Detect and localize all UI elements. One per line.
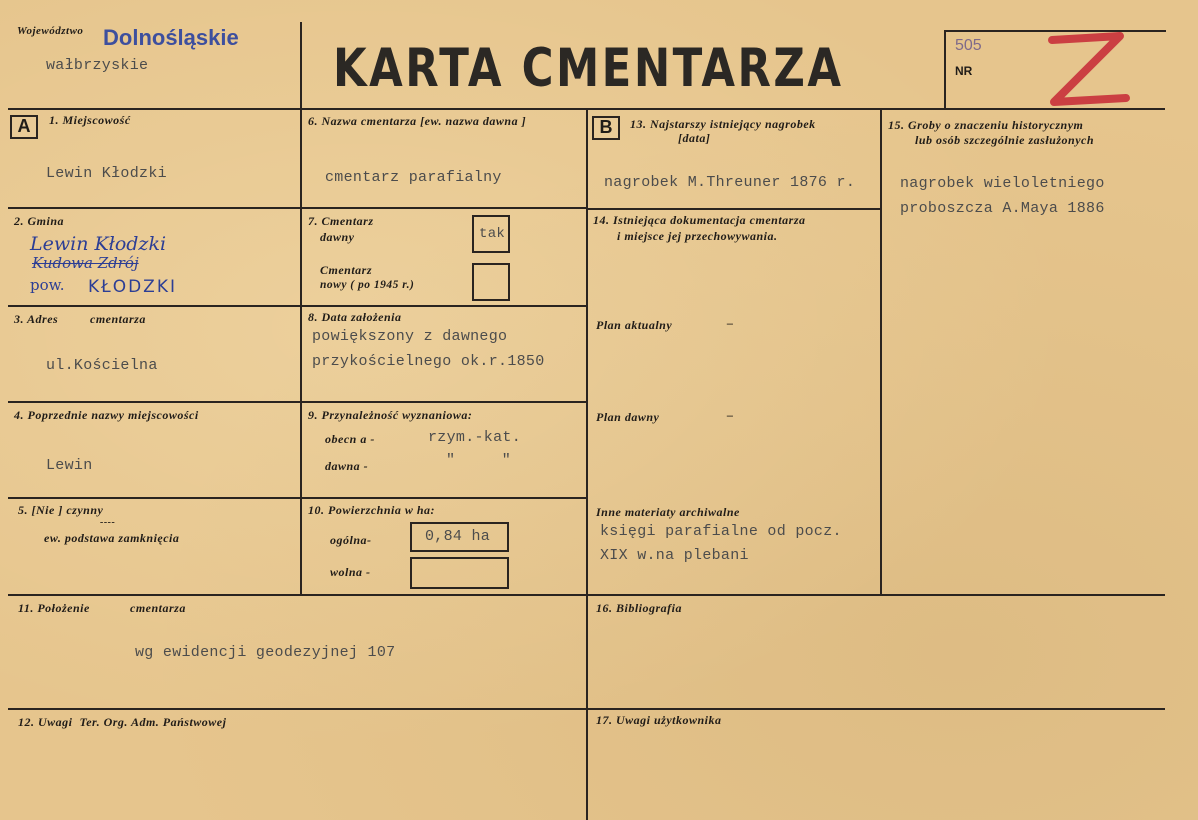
wojewodztwo-label: Województwo (17, 25, 84, 37)
field-9-dawna-label: dawna - (325, 459, 369, 473)
field-9-dawna-value: " " (446, 452, 512, 469)
field-7-label-d: nowy ( po 1945 r.) (320, 279, 415, 291)
divider (8, 708, 1165, 710)
divider (8, 305, 588, 307)
section-a-letter: A (10, 115, 38, 139)
field-1-label: 1. Miejscowość (49, 113, 131, 127)
field-8-line1: powiększony z dawnego (312, 328, 508, 345)
inne-line1: księgi parafialne od pocz. (600, 523, 842, 540)
plan-aktualny-label: Plan aktualny (596, 318, 673, 332)
field-13-label-b: [data] (678, 131, 711, 145)
divider (8, 594, 1165, 596)
field-6-value: cmentarz parafialny (325, 169, 502, 186)
plan-dawny-label: Plan dawny (596, 410, 660, 424)
field-5-sub: ew. podstawa zamknięcia (44, 531, 180, 545)
field-11-label-a: 11. Położenie (18, 601, 90, 615)
field-10-label: 10. Powierzchnia w ha: (308, 503, 436, 517)
nr-number: 505 (955, 37, 982, 54)
field-10-wolna-label: wolna - (330, 565, 371, 579)
wojewodztwo-old: wałbrzyskie (46, 57, 149, 74)
divider (8, 207, 588, 209)
dawny-checkbox (472, 215, 510, 253)
red-z-mark (1040, 30, 1132, 110)
field-14-label-a: 14. Istniejąca dokumentacja cmentarza (593, 213, 806, 227)
field-10-ogolna-label: ogólna- (330, 533, 372, 547)
nowy-checkbox (472, 263, 510, 301)
field-7-label-c: Cmentarz (320, 263, 373, 277)
plan-dawny-dash: – (727, 408, 734, 422)
divider (880, 108, 882, 595)
field-4-value: Lewin (46, 457, 93, 474)
field-14-label-b: i miejsce jej przechowywania. (617, 229, 778, 243)
field-15-line1: nagrobek wieloletniego (900, 175, 1105, 192)
divider (300, 22, 302, 595)
field-15-label-a: 15. Groby o znaczeniu historycznym (888, 118, 1084, 132)
dawny-value: tak (479, 226, 506, 242)
field-9-obecna-value: rzym.-kat. (428, 429, 522, 446)
field-5-label: 5. [Nie ] czynny (18, 503, 104, 517)
wolna-box (410, 557, 509, 589)
field-3-label-b: cmentarza (90, 312, 146, 326)
field-7-label-b: dawny (320, 230, 355, 244)
field-8-line2: przykościelnego ok.r.1850 (312, 353, 545, 370)
field-2-handwritten: Lewin Kłodzki (30, 233, 167, 255)
field-3-label-a: 3. Adres (14, 312, 59, 326)
divider (586, 208, 882, 210)
field-13-label-a: 13. Najstarszy istniejący nagrobek (630, 117, 816, 131)
field-2-pow-label: pow. (30, 276, 65, 294)
field-3-value: ul.Kościelna (46, 357, 158, 374)
divider (8, 401, 588, 403)
field-1-value: Lewin Kłodzki (46, 165, 167, 182)
divider (586, 108, 588, 820)
field-5-dash: ---- (100, 517, 116, 528)
field-2-pow-value: KŁODZKI (88, 277, 177, 297)
nr-label: NR (955, 64, 973, 78)
field-13-value: nagrobek M.Threuner 1876 r. (604, 174, 856, 191)
field-11-value: wg ewidencji geodezyjnej 107 (135, 644, 396, 661)
field-9-label: 9. Przynależność wyznaniowa: (308, 408, 473, 422)
divider (944, 30, 946, 110)
field-11-label-b: cmentarza (130, 601, 186, 615)
section-b-letter: B (592, 116, 620, 140)
ogolna-box (410, 522, 509, 552)
field-15-label-b: lub osób szczególnie zasłużonych (915, 133, 1095, 147)
field-8-label: 8. Data założenia (308, 310, 402, 324)
field-9-obecna-label: obecn a - (325, 432, 375, 446)
inne-line2: XIX w.na plebani (600, 547, 749, 564)
field-12-label: 12. Uwagi Ter. Org. Adm. Państwowej (18, 715, 227, 729)
field-10-ogolna-value: 0,84 ha (425, 528, 491, 545)
field-7-label-a: 7. Cmentarz (308, 214, 374, 228)
field-2-struck: Kudowa Zdrój (32, 254, 139, 272)
wojewodztwo-stamp: Dolnośląskie (103, 25, 239, 50)
field-6-label: 6. Nazwa cmentarza [ew. nazwa dawna ] (308, 114, 527, 128)
field-16-label: 16. Bibliografia (596, 601, 683, 615)
field-15-line2: proboszcza A.Maya 1886 (900, 200, 1105, 217)
card-title: KARTA CMENTARZA (333, 38, 844, 99)
field-17-label: 17. Uwagi użytkownika (596, 713, 722, 727)
field-4-label: 4. Poprzednie nazwy miejscowości (14, 408, 199, 422)
inne-materialy-label: Inne materiaty archiwalne (596, 505, 740, 519)
plan-aktualny-dash: – (727, 316, 734, 330)
divider (8, 497, 588, 499)
field-2-label: 2. Gmina (14, 214, 65, 228)
